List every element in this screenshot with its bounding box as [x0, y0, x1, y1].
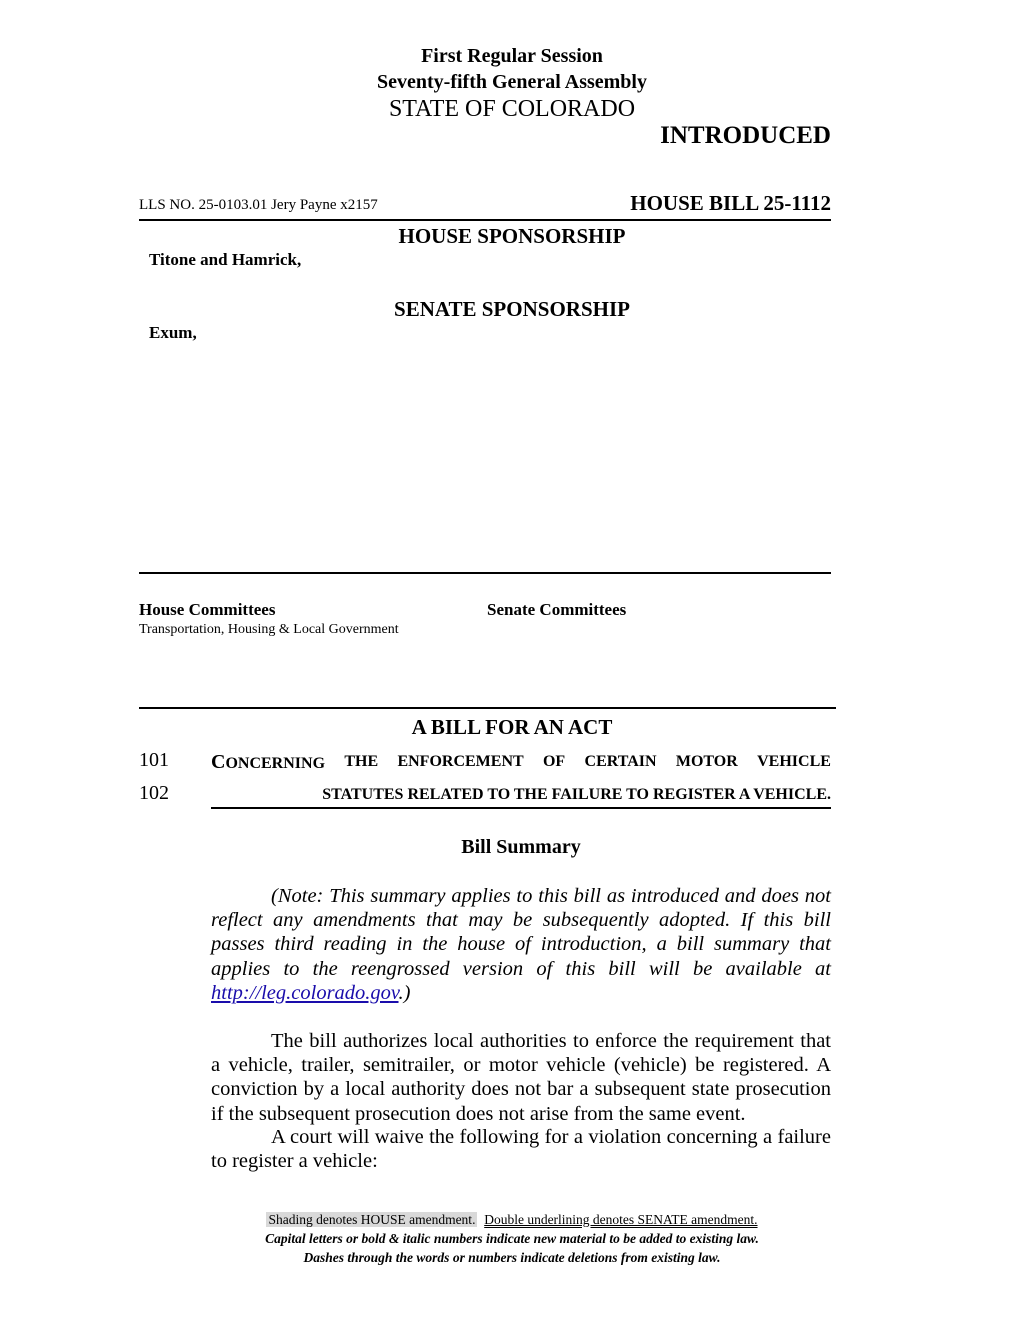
title-word: CONCERNING	[211, 751, 326, 773]
line-number-101: 101	[139, 749, 169, 771]
title-line-102: STATUTES RELATED TO THE FAILURE TO REGISTER A VEHICLE.	[322, 786, 831, 803]
house-sponsorship-heading: HOUSE SPONSORSHIP	[398, 224, 626, 248]
summary-paragraph-2	[211, 1125, 831, 1173]
title-word: ENFORCEMENT	[397, 753, 524, 770]
sponsorship-rule	[139, 572, 831, 574]
bill-summary-heading: Bill Summary	[461, 836, 581, 858]
session-label: First Regular Session	[421, 45, 603, 67]
title-word: MOTOR	[675, 753, 738, 770]
footer-capital-note-line	[0, 1229, 1024, 1248]
assembly-label: Seventy-fifth General Assembly	[377, 71, 647, 93]
footer-dashes-note: Dashes through the words or numbers indicate deletions from existing law.	[303, 1250, 721, 1265]
title-word: CERTAIN	[584, 753, 657, 770]
senate-sponsorship-heading: SENATE SPONSORSHIP	[394, 297, 630, 321]
title-word: VEHICLE	[757, 753, 831, 770]
senate-committees-heading: Senate Committees	[487, 600, 627, 619]
header-rule	[139, 219, 831, 221]
footer-capital-note: Capital letters or bold & italic numbers indicate new material to be added to existing law.	[265, 1231, 759, 1246]
house-committees-heading: House Committees	[139, 600, 276, 619]
status-label: INTRODUCED	[660, 122, 831, 149]
bill-number: HOUSE BILL 25-1112	[630, 191, 831, 215]
house-sponsors: Titone and Hamrick,	[149, 250, 302, 269]
committees-rule	[139, 707, 836, 709]
title-line-101	[211, 749, 831, 775]
summary-paragraph-1	[211, 1029, 831, 1126]
summary-note	[211, 884, 831, 1005]
line-number-102: 102	[139, 782, 169, 804]
house-committee-name: Transportation, Housing & Local Government	[139, 622, 399, 637]
title-word: THE	[344, 753, 379, 770]
footer-double-underline-note: Double underlining denotes SENATE amendment.	[484, 1212, 758, 1227]
note-end: .)	[398, 981, 411, 1004]
footer-shading-note: Shading denotes HOUSE amendment.	[268, 1212, 476, 1227]
senate-sponsors: Exum,	[149, 323, 197, 342]
title-rule	[211, 807, 831, 809]
footer-dashes-note-line	[0, 1248, 1024, 1267]
note-text: (Note: This summary applies to this bill as introduced and does not reflect any amendments that may be subsequently adopted. If this bill passes third reading in the house of introduction, a bill summary that applies to the reengrossed version of this bill will be available at	[211, 885, 831, 980]
para1-text: The bill authorizes local authorities to enforce the requirement that a vehicle, trailer, semitrailer, or motor vehicle (vehicle) be registered. A conviction by a local authority does not bar a subsequent state prosecution if the subsequent prosecution does not arise from the same event.	[211, 1030, 831, 1125]
leg-website-link[interactable]: http://leg.colorado.gov	[211, 981, 399, 1004]
title-word: OF	[542, 753, 566, 770]
footer-amendments-line	[0, 1210, 1024, 1229]
lls-number: LLS NO. 25-0103.01 Jery Payne x2157	[139, 197, 378, 213]
para2-text: A court will waive the following for a violation concerning a failure to register a vehicle:	[211, 1126, 831, 1173]
bill-for-an-act-heading: A BILL FOR AN ACT	[411, 715, 613, 739]
state-label: STATE OF COLORADO	[388, 96, 636, 122]
